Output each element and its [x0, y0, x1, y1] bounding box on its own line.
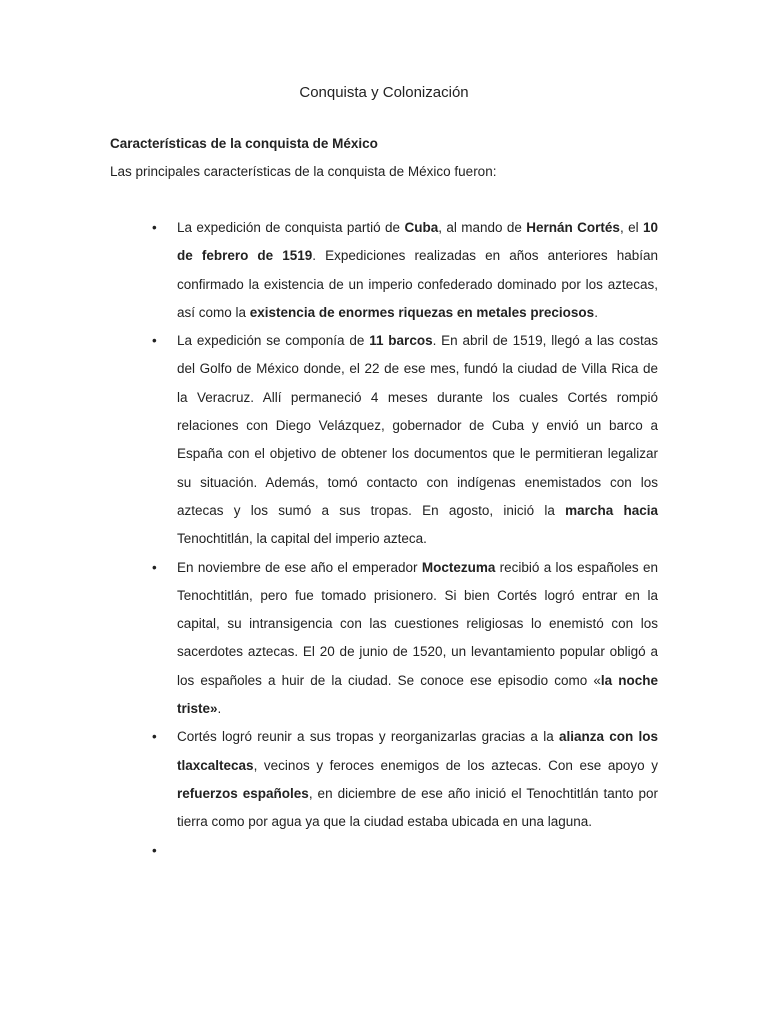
text-segment: . En abril de 1519, llegó a las costas del Golfo de México donde, el 22 de ese mes, fundó la ciudad de Villa Rica de la Veracruz. Allí permaneció 4 meses durante los cuales Cortés rompió relaciones con Diego Velázquez, gobernador de Cuba y envió un barco a España con el objetivo de obtener los documentos que le permitieran legalizar su situación. Además, tomó contacto con indígenas enemistados con los aztecas y los sumó a sus tropas. En agosto, inició la	[177, 333, 658, 518]
list-item	[0, 554, 768, 724]
text-segment: , al mando de	[438, 220, 527, 235]
bullet-dot-icon: •	[152, 220, 157, 235]
text-segment: .	[217, 701, 222, 717]
bold-segment: Cuba	[404, 220, 439, 235]
bullet-dot-icon: •	[152, 842, 157, 858]
text-segment: En noviembre de ese año el emperador	[177, 559, 422, 575]
bold-segment: refuerzos españoles	[177, 785, 309, 801]
bullet-dot-icon: •	[152, 559, 157, 575]
text-segment: Cortés logró reunir a sus tropas y reorganizarlas gracias a la	[177, 729, 559, 745]
bullet-text	[177, 214, 658, 327]
bullet-text	[177, 554, 658, 724]
text-segment: . Expediciones realizadas en años anteriores habían confirmado la existencia de un imperio confederado dominado por los aztecas, así como la	[177, 248, 658, 320]
text-segment: La expedición se componía de	[177, 333, 370, 349]
list-item	[0, 214, 768, 327]
list-item	[0, 837, 768, 865]
text-segment: , en diciembre de ese año inició el Tenochtitlán tanto por tierra como por agua ya que la ciudad estaba ubicada en una laguna.	[177, 785, 658, 830]
bold-segment: la noche triste»	[177, 672, 659, 717]
bold-segment: 11 barcos	[369, 333, 433, 349]
bold-segment: alianza con los tlaxcaltecas	[177, 729, 659, 773]
list-item	[0, 327, 768, 553]
bold-segment: 10 de febrero de 1519	[177, 220, 658, 264]
text-segment: recibió a los españoles en Tenochtitlán, pero fue tomado prisionero. Si bien Cortés logró entrar en la capital, su intransigencia con las cuestiones religiosas lo enemistó con los sacerdotes aztecas. El 20 de junio de 1520, un levantamiento popular obligó a los españoles a huir de la ciudad. Se conoce ese episodio como «	[177, 559, 658, 688]
bullet-text	[177, 723, 658, 836]
bullet-list	[0, 214, 768, 865]
bold-segment: existencia de enormes riquezas en metales preciosos	[249, 304, 595, 320]
bold-segment: marcha hacia	[565, 502, 658, 518]
bold-segment: Moctezuma	[421, 559, 496, 575]
list-item	[0, 723, 768, 836]
bullet-text	[177, 327, 658, 553]
text-segment: La expedición de conquista partió de	[177, 220, 405, 235]
bullet-text	[177, 837, 658, 865]
section-heading: Características de la conquista de México	[110, 136, 378, 151]
text-segment: Tenochtitlán, la capital del imperio azteca.	[177, 531, 427, 547]
document-title: Conquista y Colonización	[299, 84, 469, 101]
text-segment: , el	[619, 220, 643, 235]
text-segment: .	[594, 304, 598, 320]
text-segment: , vecinos y feroces enemigos de los aztecas. Con ese apoyo y	[253, 757, 658, 773]
bold-segment: Hernán Cortés	[526, 220, 620, 235]
intro-paragraph: Las principales características de la conquista de México fueron:	[110, 164, 497, 179]
bullet-dot-icon: •	[152, 333, 157, 349]
bullet-dot-icon: •	[152, 729, 157, 745]
